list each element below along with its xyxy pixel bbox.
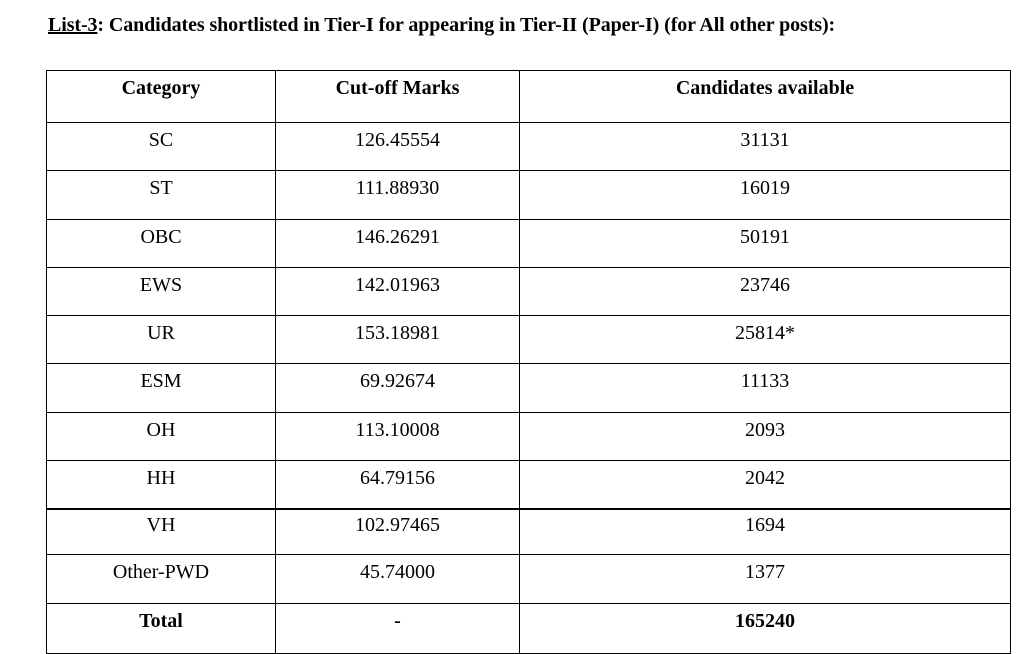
category-cell: OH xyxy=(47,412,276,460)
table-row xyxy=(47,555,1011,603)
column-header-candidates-available: Candidates available xyxy=(520,71,1011,123)
category-cell: VH xyxy=(47,509,276,555)
candidates-cell: 25814* xyxy=(520,316,1011,364)
category-cell: SC xyxy=(47,123,276,171)
table-row xyxy=(47,219,1011,267)
candidates-cell: 50191 xyxy=(520,219,1011,267)
category-cell: Other-PWD xyxy=(47,555,276,603)
cutoff-cell: 126.45554 xyxy=(276,123,520,171)
category-cell: EWS xyxy=(47,267,276,315)
total-label-cell: Total xyxy=(47,603,276,653)
list-label: List-3 xyxy=(48,14,98,36)
table-row xyxy=(47,461,1011,509)
table-row xyxy=(47,412,1011,460)
cutoff-cell: 45.74000 xyxy=(276,555,520,603)
candidates-cell: 1377 xyxy=(520,555,1011,603)
cutoff-cell: 111.88930 xyxy=(276,171,520,219)
candidates-cell: 2042 xyxy=(520,461,1011,509)
cutoff-table xyxy=(46,70,1011,654)
cutoff-cell: 64.79156 xyxy=(276,461,520,509)
candidates-cell: 16019 xyxy=(520,171,1011,219)
cutoff-cell: 146.26291 xyxy=(276,219,520,267)
column-header-cutoff-marks: Cut-off Marks xyxy=(276,71,520,123)
table-row xyxy=(47,171,1011,219)
header-row xyxy=(47,71,1011,123)
candidates-cell: 1694 xyxy=(520,509,1011,555)
cutoff-cell: 113.10008 xyxy=(276,412,520,460)
cutoff-cell: 142.01963 xyxy=(276,267,520,315)
cutoff-cell: 69.92674 xyxy=(276,364,520,412)
total-row xyxy=(47,603,1011,653)
category-cell: OBC xyxy=(47,219,276,267)
cutoff-cell: 153.18981 xyxy=(276,316,520,364)
category-cell: HH xyxy=(47,461,276,509)
category-cell: ESM xyxy=(47,364,276,412)
category-cell: ST xyxy=(47,171,276,219)
table-row xyxy=(47,123,1011,171)
total-candidates-cell: 165240 xyxy=(520,603,1011,653)
column-header-category: Category xyxy=(47,71,276,123)
cutoff-cell: 102.97465 xyxy=(276,509,520,555)
candidates-cell: 31131 xyxy=(520,123,1011,171)
list-heading-text: : Candidates shortlisted in Tier-I for appearing in Tier-II (Paper-I) (for All other posts): xyxy=(97,14,836,36)
candidates-cell: 2093 xyxy=(520,412,1011,460)
table-row xyxy=(47,509,1011,555)
candidates-cell: 11133 xyxy=(520,364,1011,412)
table-row xyxy=(47,267,1011,315)
total-cutoff-cell: - xyxy=(276,603,520,653)
category-cell: UR xyxy=(47,316,276,364)
table-row xyxy=(47,364,1011,412)
list-heading xyxy=(48,14,835,37)
table-row xyxy=(47,316,1011,364)
candidates-cell: 23746 xyxy=(520,267,1011,315)
